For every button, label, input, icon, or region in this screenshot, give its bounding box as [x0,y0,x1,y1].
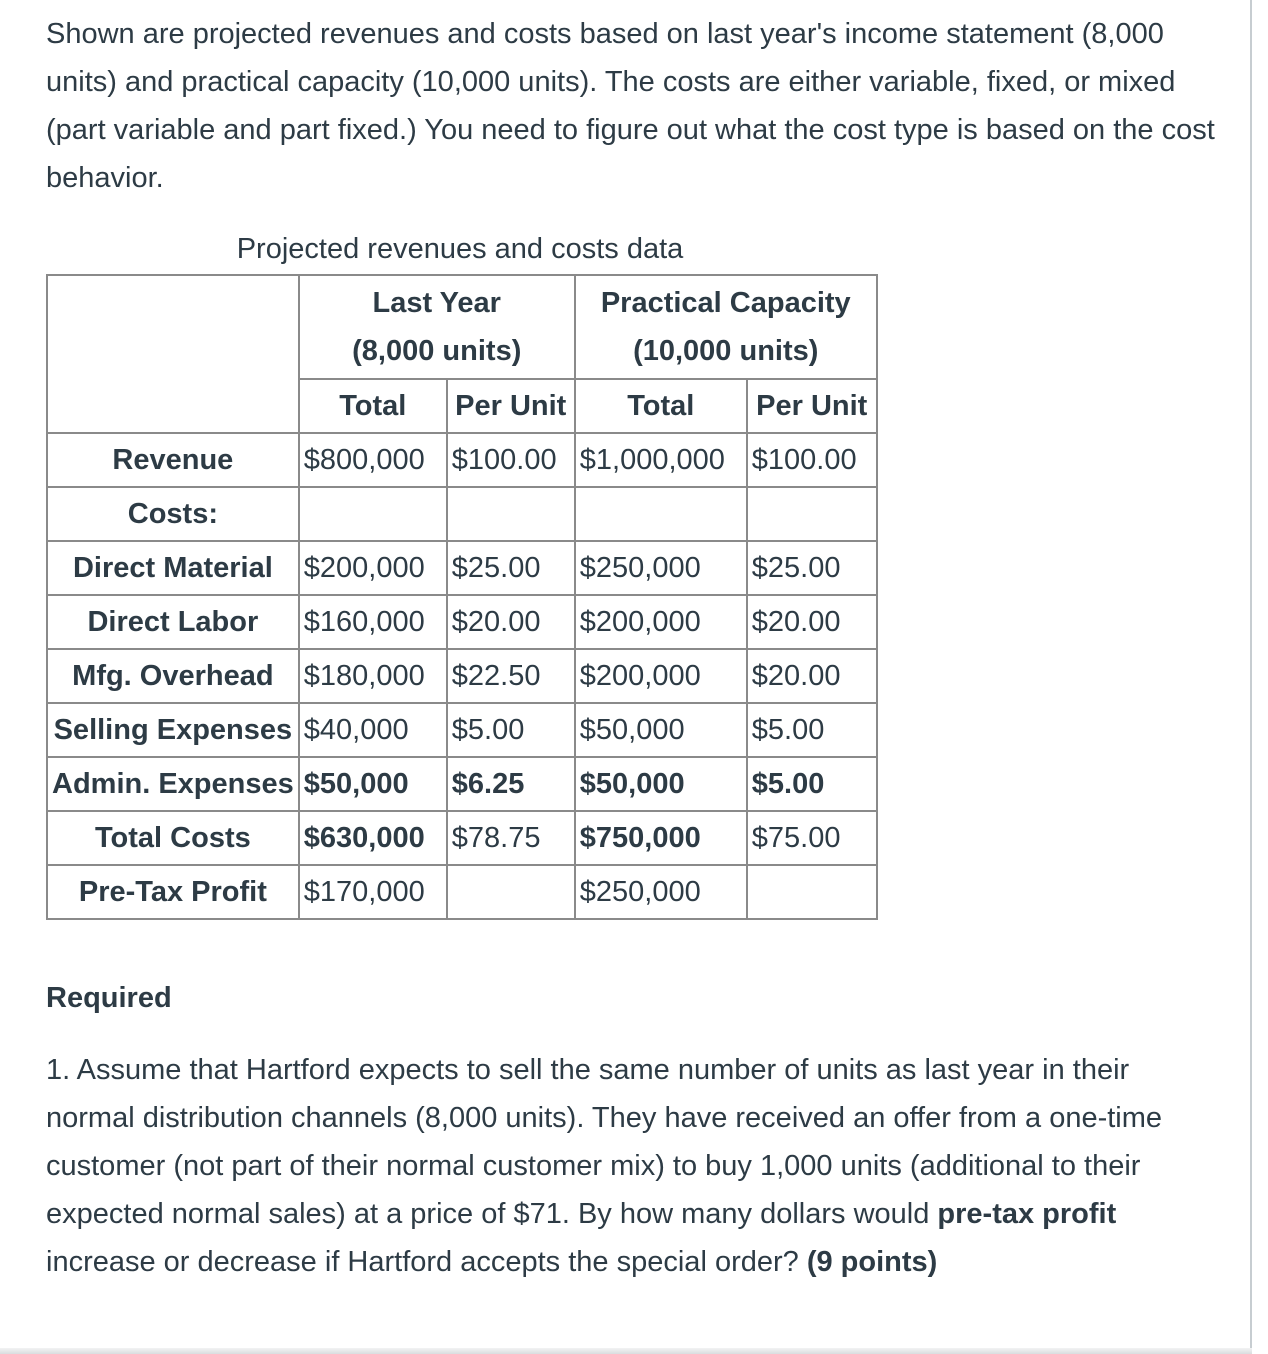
subheader-cell: Per Unit [747,379,877,433]
row-label: Pre-Tax Profit [47,865,299,919]
table-cell: $250,000 [575,865,747,919]
table-cell: $100.00 [747,433,877,487]
question-text-end: increase or decrease if Hartford accepts the special order? [46,1246,807,1278]
table-cell: $200,000 [575,649,747,703]
subheader-cell: Per Unit [447,379,575,433]
row-label: Revenue [47,433,299,487]
header-capacity-line1: Practical Capacity [600,287,851,319]
table-row [47,703,877,757]
table-cell: $25.00 [747,541,877,595]
table-caption: Projected revenues and costs data [236,233,684,265]
table-cell: $78.75 [447,811,575,865]
question-points: (9 points) [806,1246,938,1278]
table-cell: $5.00 [747,757,877,811]
projected-data-table [46,274,878,920]
table-row [47,865,877,919]
table-header-row [47,275,877,379]
header-blank-cell [47,275,299,433]
table-cell [747,487,877,541]
header-capacity-line2: (10,000 units) [633,335,819,367]
header-last-year [299,275,575,379]
table-cell: $200,000 [575,595,747,649]
row-label: Direct Labor [47,595,299,649]
table-cell: $20.00 [447,595,575,649]
table-cell: $100.00 [447,433,575,487]
table-cell: $750,000 [575,811,747,865]
question-bold-term: pre-tax profit [937,1198,1117,1230]
table-cell: $20.00 [747,595,877,649]
subheader-cell: Total [299,379,447,433]
table-row [47,811,877,865]
table-cell: $40,000 [299,703,447,757]
table-row [47,541,877,595]
question-text-start: 1. Assume that Hartford expects to sell the same number of units as last year in their normal distribution channels (8,000 units). They have received an offer from a one-time customer (not part of their normal customer mix) to buy 1,000 units (additional to their expected normal sales) at a price of $71. By how many dollars would [46,1054,1163,1230]
header-practical-capacity [575,275,877,379]
table-cell: $25.00 [447,541,575,595]
table-cell: $1,000,000 [575,433,747,487]
table-cell: $5.00 [747,703,877,757]
subheader-cell: Total [575,379,747,433]
table-row [47,595,877,649]
row-label: Mfg. Overhead [47,649,299,703]
table-cell [447,487,575,541]
row-label: Direct Material [47,541,299,595]
table-cell: $630,000 [299,811,447,865]
table-row [47,757,877,811]
table-cell: $250,000 [575,541,747,595]
table-cell: $75.00 [747,811,877,865]
table-cell: $50,000 [575,703,747,757]
table-row [47,487,877,541]
table-cell: $160,000 [299,595,447,649]
table-cell: $200,000 [299,541,447,595]
header-last-year-line1: Last Year [372,287,501,319]
table-row [47,433,877,487]
intro-paragraph: Shown are projected revenues and costs based on last year's income statement (8,000 units) and practical capacity (10,000 units). The costs are either variable, fixed, or mixed (part variable and part fixed.) You need to figure out what the cost type is based on the cost behavior. [46,18,1215,194]
row-label: Total Costs [47,811,299,865]
table-cell [447,865,575,919]
table-cell: $20.00 [747,649,877,703]
table-cell: $50,000 [299,757,447,811]
table-cell: $5.00 [447,703,575,757]
question-paragraph [46,1046,1216,1286]
table-cell: $6.25 [447,757,575,811]
table-row [47,649,877,703]
table-cell: $800,000 [299,433,447,487]
header-last-year-line2: (8,000 units) [352,335,522,367]
table-cell: $170,000 [299,865,447,919]
table-cell [575,487,747,541]
row-label: Admin. Expenses [47,757,299,811]
table-cell: $22.50 [447,649,575,703]
row-label: Selling Expenses [47,703,299,757]
table-cell [299,487,447,541]
table-cell [747,865,877,919]
row-label: Costs: [47,487,299,541]
table-cell: $180,000 [299,649,447,703]
table-cell: $50,000 [575,757,747,811]
required-heading: Required [46,982,172,1014]
bottom-shadow [0,1348,1252,1354]
